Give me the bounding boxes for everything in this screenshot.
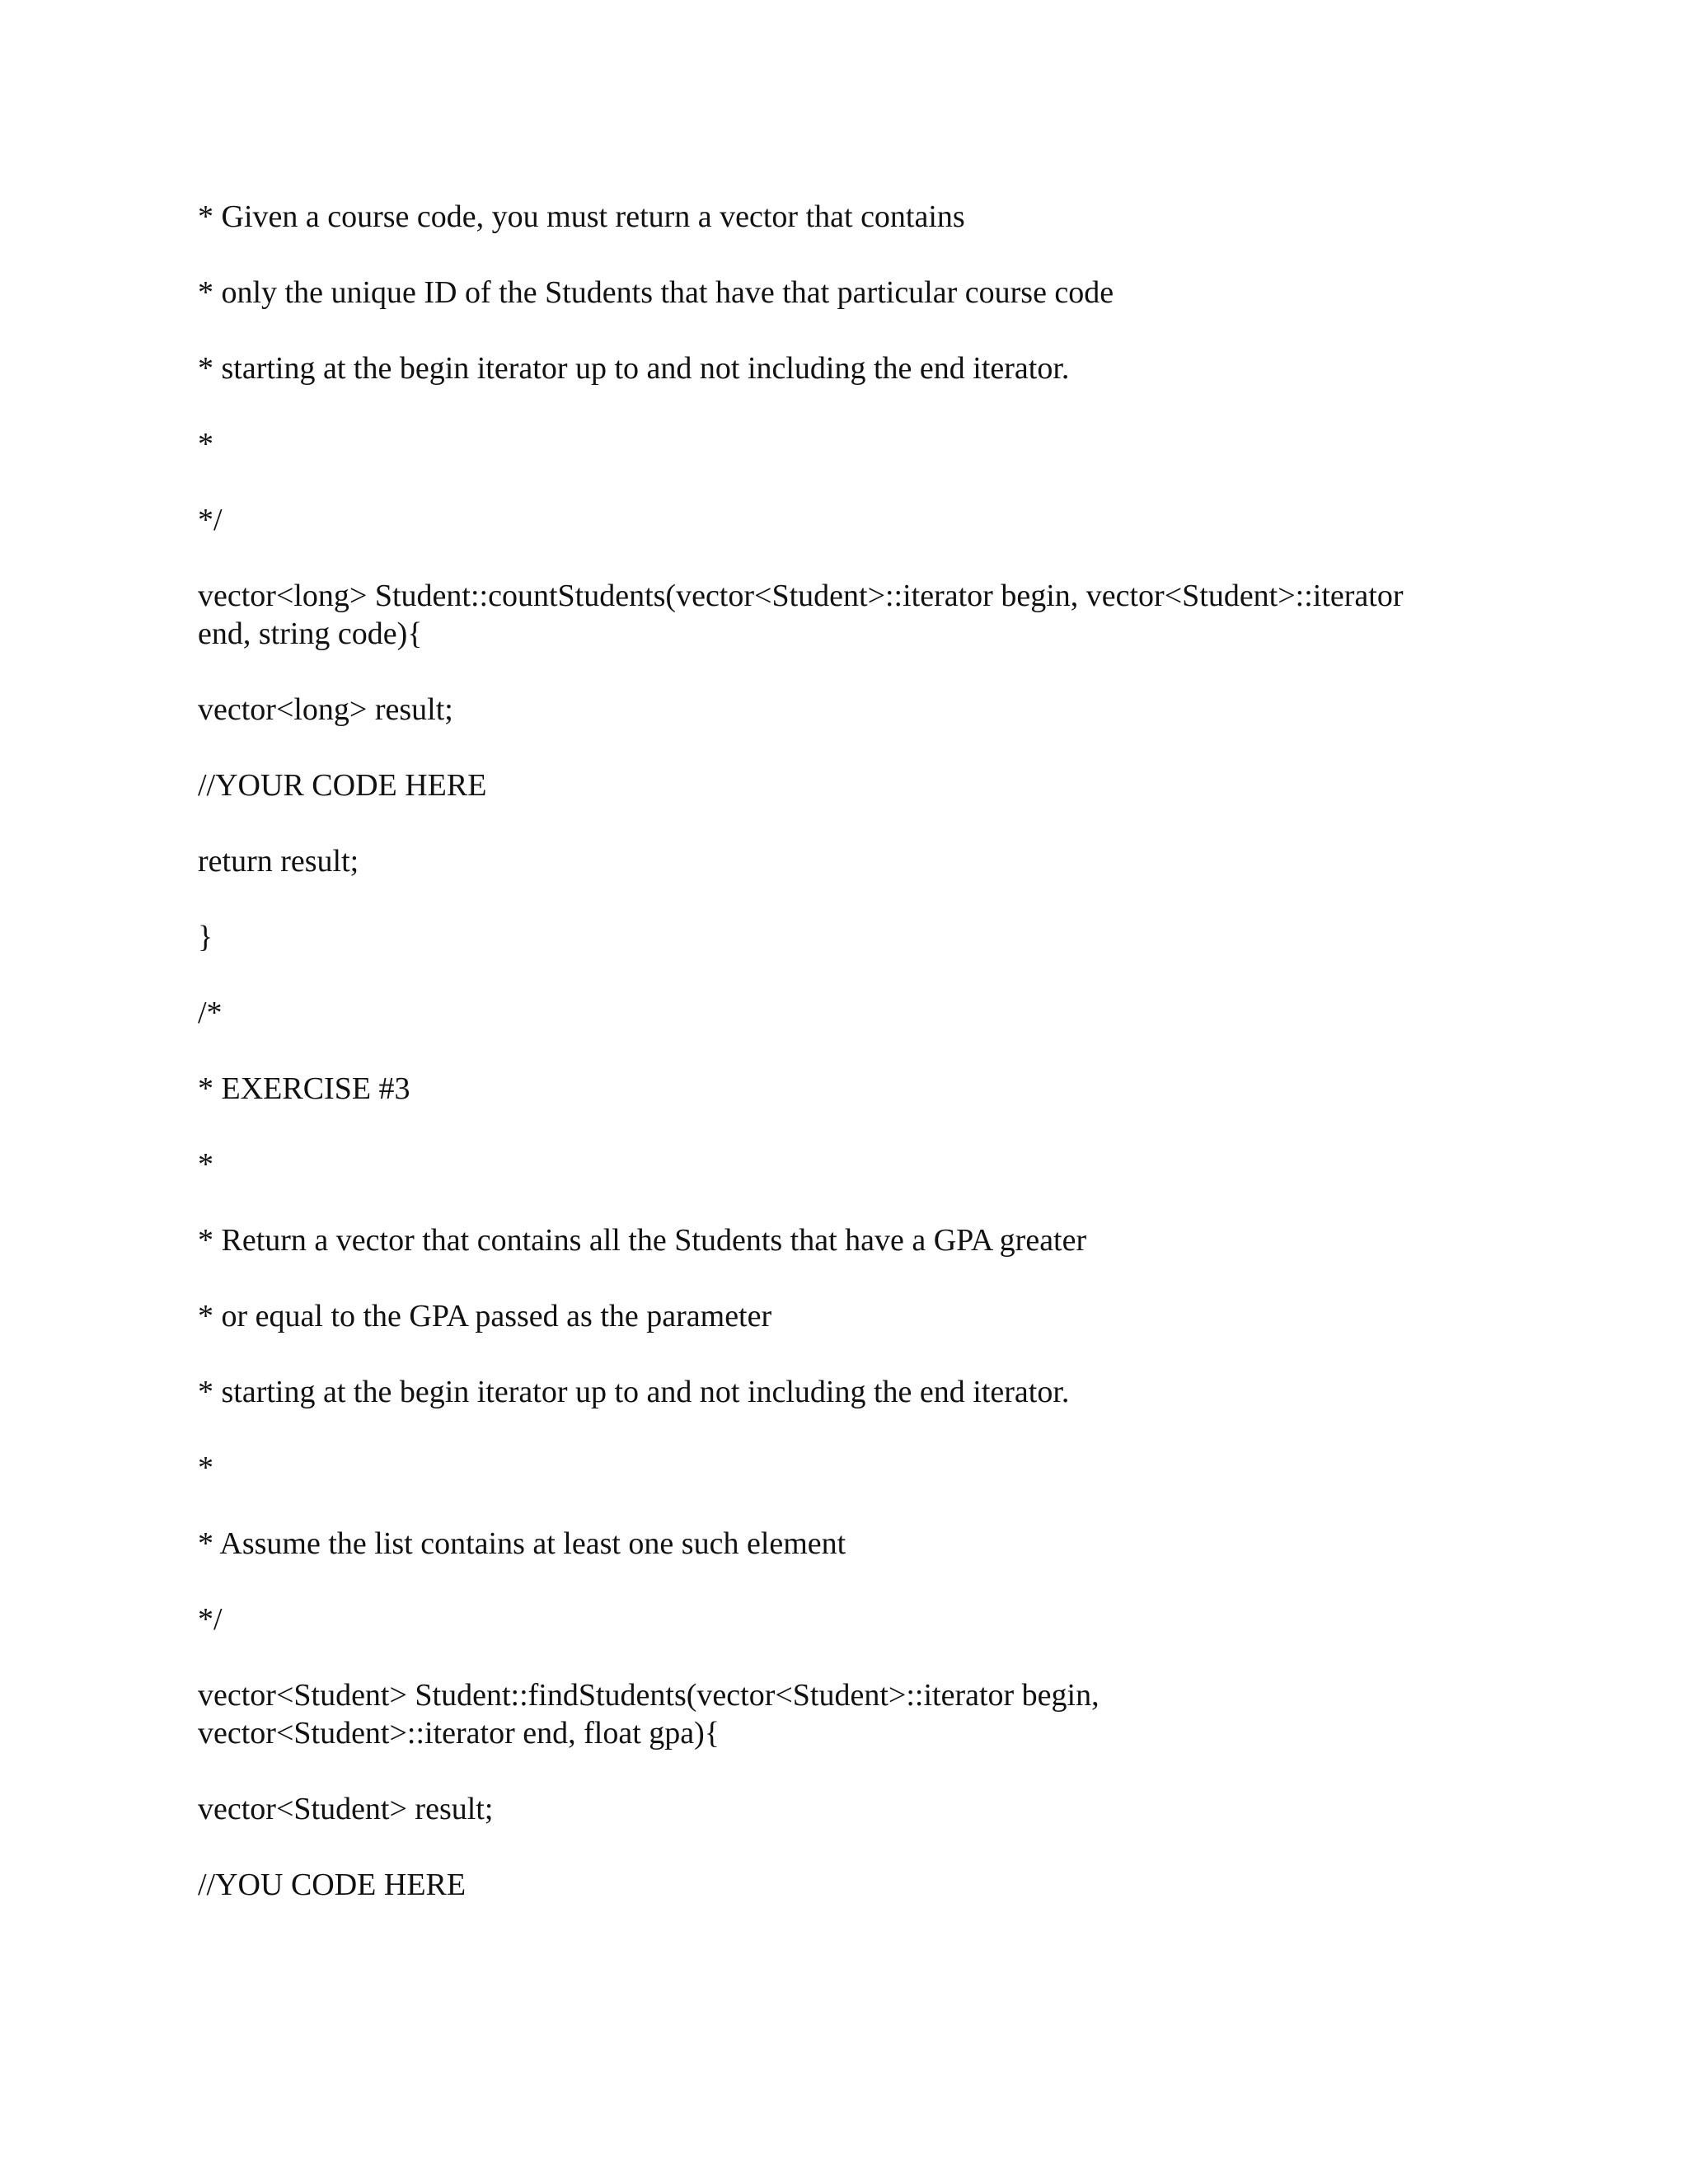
function-signature-count-students: vector<long> Student::countStudents(vector<Student>::iterator begin, vector<Student>::iterator (198, 579, 1404, 613)
comment-line: * (198, 1451, 213, 1485)
comment-line: * Return a vector that contains all the Students that have a GPA greater (198, 1223, 1087, 1258)
comment-end-line: */ (198, 503, 223, 537)
comment-line: * only the unique ID of the Students that have that particular course code (198, 275, 1114, 310)
comment-line: * (198, 1147, 213, 1182)
comment-line: * Given a course code, you must return a vector that contains (198, 199, 965, 234)
comment-end-line: */ (198, 1602, 223, 1637)
comment-start-line: /* (198, 996, 223, 1030)
comment-line: * starting at the begin iterator up to and not including the end iterator. (198, 1375, 1070, 1409)
exercise-heading: * EXERCISE #3 (198, 1071, 410, 1106)
code-line: } (198, 920, 213, 954)
function-signature-count-students-continued: end, string code){ (198, 616, 423, 651)
function-signature-find-students-continued: vector<Student>::iterator end, float gpa){ (198, 1716, 720, 1750)
comment-line: * starting at the begin iterator up to and not including the end iterator. (198, 351, 1070, 386)
function-signature-find-students: vector<Student> Student::findStudents(vector<Student>::iterator begin, (198, 1678, 1100, 1713)
code-line: //YOU CODE HERE (198, 1868, 467, 1902)
code-line: //YOUR CODE HERE (198, 768, 487, 803)
comment-line: * Assume the list contains at least one such element (198, 1526, 846, 1561)
code-line: vector<long> result; (198, 692, 453, 727)
code-line: vector<Student> result; (198, 1792, 494, 1826)
comment-line: * or equal to the GPA passed as the parameter (198, 1299, 772, 1333)
comment-line: * (198, 427, 213, 462)
code-line: return result; (198, 844, 359, 879)
